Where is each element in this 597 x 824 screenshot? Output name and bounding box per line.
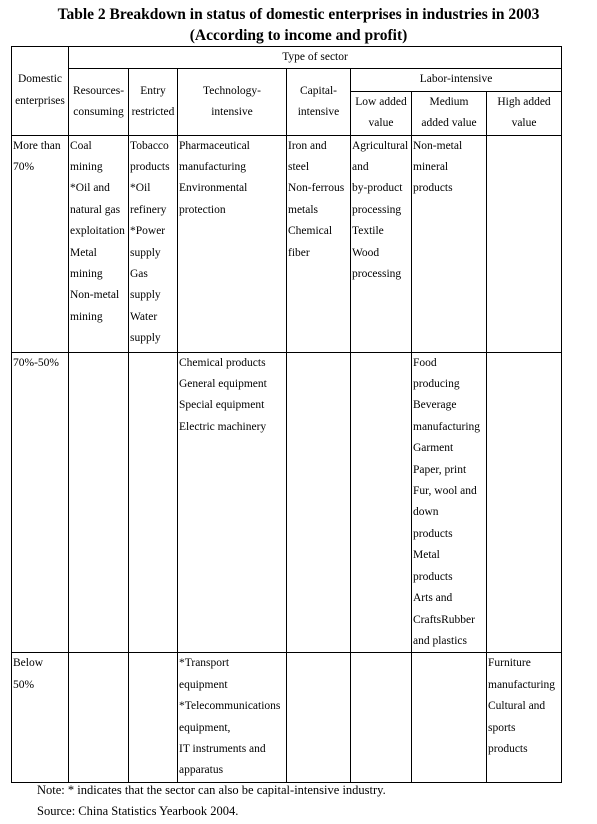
note-text: Note: * indicates that the sector can also be capital-intensive industry. xyxy=(37,783,386,797)
cell-line: added value xyxy=(421,117,477,130)
cell-line: Below xyxy=(13,657,44,670)
cell-line: Food xyxy=(413,356,437,369)
cell-line: products xyxy=(488,742,528,755)
cell-technology-intensive xyxy=(178,352,287,653)
cell-high-added-value xyxy=(487,135,562,352)
row-label xyxy=(12,135,69,352)
cell-resources-consuming xyxy=(69,653,129,782)
cell-line: mining xyxy=(70,161,103,174)
cell-line: Beverage xyxy=(413,399,457,412)
cell-line: supply xyxy=(130,289,161,302)
cell-line: Non-ferrous xyxy=(288,182,345,195)
cell-line: Water xyxy=(130,310,158,323)
cell-resources-consuming xyxy=(69,352,129,653)
header-entry-restricted xyxy=(129,69,178,135)
cell-line: enterprises xyxy=(15,94,65,107)
cell-line: Agricultural xyxy=(352,139,409,152)
cell-line: *Oil xyxy=(130,182,151,195)
table-row xyxy=(12,653,562,782)
cell-line: metals xyxy=(288,203,319,216)
cell-line: processing xyxy=(352,203,402,216)
source-text: Source: China Statistics Yearbook 2004. xyxy=(37,804,239,818)
header-medium-added-value xyxy=(412,91,487,135)
cell-line: Pharmaceutical xyxy=(179,139,250,152)
cell-line: mining xyxy=(70,268,103,281)
header-technology-intensive xyxy=(178,69,287,135)
cell-line: IT instruments and xyxy=(179,742,266,755)
cell-line: *Oil and xyxy=(70,182,110,195)
cell-line: *Power xyxy=(130,225,166,238)
cell-line: manufacturing xyxy=(413,420,481,433)
table-row xyxy=(12,135,562,352)
cell-line: Tobacco xyxy=(130,139,169,152)
table-title xyxy=(0,4,597,46)
cell-entry-restricted xyxy=(129,653,178,782)
cell-low-added-value xyxy=(351,653,412,782)
cell-line: Resources- xyxy=(72,84,125,97)
header-low-added-value xyxy=(351,91,412,135)
cell-line: Coal xyxy=(70,139,92,152)
cell-line: Environmental xyxy=(179,182,248,195)
cell-line: mining xyxy=(70,310,103,323)
cell-line: value xyxy=(511,117,537,130)
cell-medium-added-value xyxy=(412,352,487,653)
header-labor-intensive: Labor-intensive xyxy=(351,69,562,91)
cell-line: Cultural and xyxy=(488,700,546,713)
cell-line: High added xyxy=(497,95,551,108)
cell-line: fiber xyxy=(288,246,310,259)
cell-line: producing xyxy=(413,378,460,391)
cell-line: processing xyxy=(352,268,402,281)
cell-line: *Telecommunications xyxy=(179,700,281,713)
cell-line: consuming xyxy=(73,106,124,119)
cell-line: sports xyxy=(488,721,516,734)
cell-high-added-value xyxy=(487,352,562,653)
cell-technology-intensive xyxy=(178,653,287,782)
cell-capital-intensive xyxy=(287,653,351,782)
cell-medium-added-value xyxy=(412,653,487,782)
cell-line: intensive xyxy=(211,106,253,119)
cell-line: Non-metal xyxy=(70,289,120,302)
cell-line: intensive xyxy=(297,106,340,119)
cell-line: Metal xyxy=(413,549,440,562)
cell-low-added-value xyxy=(351,135,412,352)
cell-line: equipment, xyxy=(179,721,231,734)
cell-line: products xyxy=(413,182,453,195)
cell-line: Capital- xyxy=(299,84,338,97)
title-line-2: (According to income and profit) xyxy=(189,27,408,44)
cell-line: General equipment xyxy=(179,378,267,391)
cell-line: Furniture xyxy=(488,657,531,670)
cell-line: Entry xyxy=(140,84,166,97)
cell-line: 70%-50% xyxy=(13,356,59,369)
cell-line: *Transport xyxy=(179,657,230,670)
cell-line: Fur, wool and xyxy=(413,485,477,498)
cell-line: Arts and xyxy=(413,592,453,605)
cell-capital-intensive xyxy=(287,352,351,653)
cell-line: value xyxy=(368,117,394,130)
cell-capital-intensive xyxy=(287,135,351,352)
header-type-of-sector: Type of sector xyxy=(69,47,562,69)
cell-line: Paper, print xyxy=(413,463,467,476)
cell-resources-consuming xyxy=(69,135,129,352)
cell-line: Non-metal xyxy=(413,139,463,152)
cell-line: natural gas xyxy=(70,203,121,216)
header-high-added-value xyxy=(487,91,562,135)
cell-line: manufacturing xyxy=(488,678,556,691)
cell-line: Gas xyxy=(130,268,148,281)
cell-line: Special equipment xyxy=(179,399,265,412)
cell-line: Electric machinery xyxy=(179,420,267,433)
cell-line: Medium xyxy=(429,95,469,108)
cell-line: by-product xyxy=(352,182,403,195)
cell-line: exploitation xyxy=(70,225,125,238)
cell-line: supply xyxy=(130,332,161,345)
cell-line: restricted xyxy=(131,106,175,119)
cell-line: products xyxy=(413,527,453,540)
cell-line: products xyxy=(130,161,170,174)
cell-entry-restricted xyxy=(129,135,178,352)
cell-line: apparatus xyxy=(179,764,224,777)
header-resources-consuming xyxy=(69,69,129,135)
cell-line: protection xyxy=(179,203,226,216)
cell-medium-added-value xyxy=(412,135,487,352)
breakdown-table xyxy=(11,46,562,783)
cell-line: Technology- xyxy=(203,84,261,97)
cell-line: Metal xyxy=(70,246,97,259)
cell-line: Chemical xyxy=(288,225,333,238)
cell-line: supply xyxy=(130,246,161,259)
title-line-1: Table 2 Breakdown in status of domestic enterprises in industries in 2003 xyxy=(57,6,540,23)
cell-line: refinery xyxy=(130,203,167,216)
cell-line: Wood xyxy=(352,246,380,259)
cell-line: More than xyxy=(13,139,61,152)
cell-line: and xyxy=(352,161,369,174)
cell-high-added-value xyxy=(487,653,562,782)
cell-line: Chemical products xyxy=(179,356,266,369)
cell-line: Garment xyxy=(413,442,454,455)
row-label xyxy=(12,653,69,782)
cell-line: 50% xyxy=(13,678,35,691)
row-label xyxy=(12,352,69,653)
header-domestic-enterprises xyxy=(12,47,69,136)
cell-line: manufacturing xyxy=(179,161,247,174)
cell-line: CraftsRubber xyxy=(413,613,475,626)
table-row xyxy=(12,352,562,653)
table-notes xyxy=(37,780,386,822)
cell-low-added-value xyxy=(351,352,412,653)
cell-line: Textile xyxy=(352,225,384,238)
cell-line: 70% xyxy=(13,161,35,174)
cell-line: equipment xyxy=(179,678,228,691)
cell-line: products xyxy=(413,570,453,583)
cell-entry-restricted xyxy=(129,352,178,653)
cell-line: Low added xyxy=(355,95,407,108)
cell-line: mineral xyxy=(413,161,449,174)
header-capital-intensive xyxy=(287,69,351,135)
cell-technology-intensive xyxy=(178,135,287,352)
cell-line: Iron and xyxy=(288,139,327,152)
cell-line: steel xyxy=(288,161,310,174)
cell-line: down xyxy=(413,506,439,519)
cell-line: Domestic xyxy=(17,73,63,86)
cell-line: and plastics xyxy=(413,634,467,647)
